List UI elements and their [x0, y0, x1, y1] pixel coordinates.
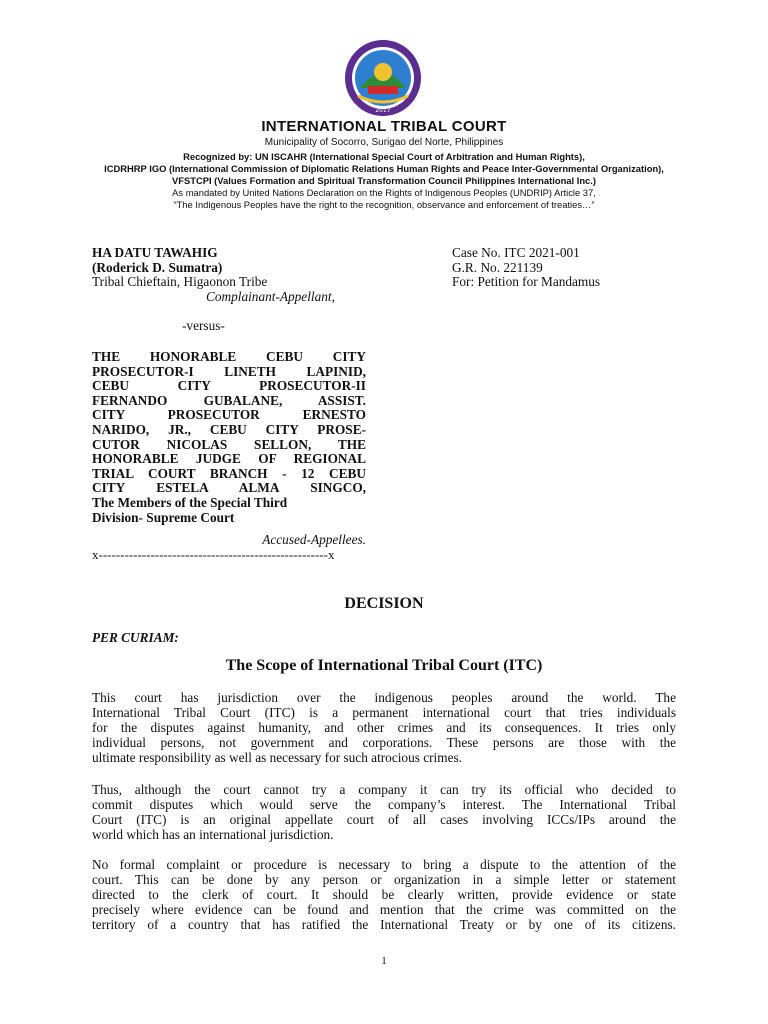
respondents-role: Accused-Appellees. — [262, 532, 366, 547]
respondents-block — [92, 350, 366, 525]
gr-number: G.R. No. 221139 — [452, 259, 543, 275]
paragraph-line: This court has jurisdiction over the indigenous peoples around the world. The — [92, 690, 676, 705]
respondent-line: THE HONORABLE CEBU CITY — [92, 349, 366, 364]
paragraph — [92, 782, 676, 842]
petition-type: For: Petition for Mandamus — [452, 274, 601, 290]
paragraph-line: territory of a country that has ratified the International Treaty or by one of its citizens. — [92, 917, 676, 932]
paragraph-line: precisely where evidence can be found and mention that the crime was committed on the — [92, 902, 676, 917]
complainant-alias: (Roderick D. Sumatra) — [92, 259, 223, 275]
paragraph-line: ultimate responsibility as well as necessary for such atrocious crimes. — [92, 750, 462, 765]
respondent-line: CITY PROSECUTOR ERNESTO — [92, 407, 366, 423]
paragraph-line: Thus, although the court cannot try a company it can try its official who decided to — [92, 782, 676, 797]
recognition-line: ICDRHRP IGO (International Commission of Diplomatic Relations Human Rights and Peace Inter-Governmental Organization), — [104, 163, 664, 174]
paragraph — [92, 857, 676, 932]
paragraph-line: individual persons, not government and corporations. These persons are those with the — [92, 735, 676, 750]
case-info-block — [452, 246, 600, 290]
seal-year: 2017 — [375, 107, 391, 114]
respondent-line: CUTOR NICOLAS SELLON, THE — [92, 436, 366, 452]
respondent-line: TRIAL COURT BRANCH - 12 CEBU — [92, 465, 366, 481]
paragraph-line: No formal complaint or procedure is necessary to bring a dispute to the attention of the — [92, 857, 676, 872]
decision-title: DECISION — [344, 595, 424, 612]
paragraph-line: for the disputes against humanity, and other crimes and its consequences. It tries only — [92, 720, 676, 735]
respondent-line: NARIDO, JR., CEBU CITY PROSE- — [92, 421, 366, 437]
paragraph-line: International Tribal Court (ITC) is a permanent international court that tries individuals — [92, 705, 676, 720]
mandate-line: “The Indigenous Peoples have the right to the recognition, observance and enforcement of treaties…” — [173, 199, 595, 210]
mandate-line: As mandated by United Nations Declaration on the Rights of Indigenous Peoples (UNDRIP) Article 37, — [172, 187, 596, 198]
complainant-title: Tribal Chieftain, Higaonon Tribe — [92, 274, 268, 290]
respondent-line: CEBU CITY PROSECUTOR-II — [92, 378, 366, 394]
respondent-line: Division- Supreme Court — [92, 509, 235, 525]
paragraph-line: world which has an international jurisdiction. — [92, 827, 334, 842]
paragraph-line: Court (ITC) is an original appellate court of all cases involving ICCs/IPs around the — [92, 812, 676, 827]
court-location: Municipality of Socorro, Surigao del Norte, Philippines — [264, 137, 504, 148]
page-number: 1 — [381, 955, 387, 967]
paragraph-line: directed to the clerk of court. It should be clearly written, provide evidence or state — [92, 887, 676, 902]
paragraph — [92, 690, 676, 765]
court-seal-logo — [338, 38, 428, 118]
paragraph-line: court. This can be done by any person or organization in a simple letter or statement — [92, 872, 676, 887]
per-curiam-label: PER CURIAM: — [92, 630, 179, 645]
respondent-line: HONORABLE JUDGE OF REGIONAL — [92, 451, 366, 467]
case-number: Case No. ITC 2021-001 — [452, 245, 580, 260]
recognition-line: Recognized by: UN ISCAHR (International Special Court of Arbitration and Human Rights), — [183, 151, 585, 162]
complainant-role: Complainant-Appellant, — [206, 288, 335, 304]
respondent-line: The Members of the Special Third — [92, 494, 288, 510]
respondent-line: CITY ESTELA ALMA SINGCO, — [92, 480, 366, 496]
caption-separator: x-----------------------------------------------------x — [92, 547, 335, 562]
recognition-line: VFSTCPI (Values Formation and Spiritual Transformation Council Philippines International Inc.) — [171, 175, 596, 186]
court-name: INTERNATIONAL TRIBAL COURT — [261, 118, 507, 135]
paragraph-line: commit disputes which would serve the company’s interest. The International Tribal — [92, 797, 676, 812]
respondent-line: PROSECUTOR-I LINETH LAPINID, — [92, 363, 366, 379]
respondent-line: FERNANDO GUBALANE, ASSIST. — [92, 392, 366, 408]
section-title: The Scope of International Tribal Court (ITC) — [225, 657, 543, 674]
complainant-name: HA DATU TAWAHIG — [92, 245, 218, 260]
versus-label: -versus- — [182, 318, 225, 334]
complainant-block — [92, 246, 335, 334]
